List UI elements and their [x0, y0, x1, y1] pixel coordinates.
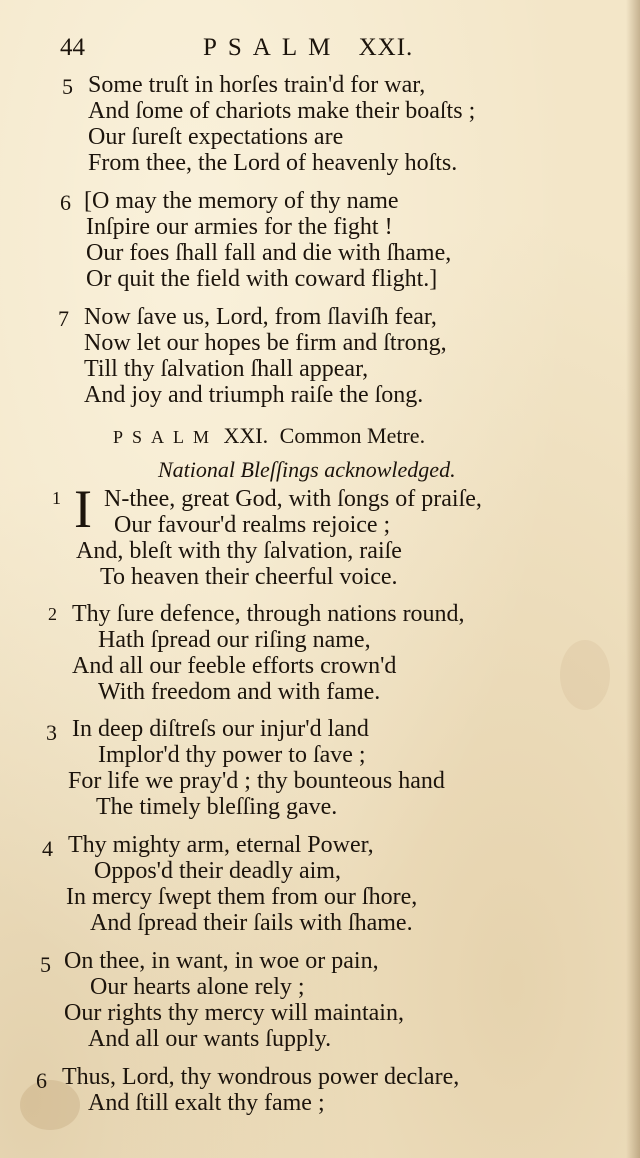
verse-line: Our ſureſt expectations are	[88, 124, 344, 150]
page-header	[60, 34, 520, 68]
verse-line: To heaven their cheerful voice.	[100, 564, 398, 590]
page-edge-shadow	[626, 0, 640, 1158]
verse-line: N-thee, great God, with ſongs of praiſe,	[104, 486, 482, 512]
verse-line: Now let our hopes be firm and ſtrong,	[84, 330, 447, 356]
verse-line: And ſtill exalt thy fame ;	[88, 1090, 325, 1116]
running-title-word: PSALM	[203, 34, 342, 61]
psalm-heading-numeral: XXI.	[223, 423, 269, 448]
running-title-numeral: XXI.	[358, 34, 414, 61]
verse-line: Oppos'd their deadly aim,	[94, 858, 341, 884]
verse-line: Hath ſpread our riſing name,	[98, 627, 371, 653]
verse-number: 5	[40, 952, 51, 977]
psalm-subtitle: National Bleſſings acknowledged.	[158, 457, 456, 482]
verse-line: And ſpread their ſails with ſhame.	[90, 910, 413, 936]
verse-line: Implor'd thy power to ſave ;	[98, 742, 366, 768]
verse-number: 1	[52, 488, 61, 508]
verse-line: Or quit the field with coward flight.]	[86, 266, 438, 292]
verse-line: [O may the memory of thy name	[84, 188, 399, 214]
verse-number: 6	[36, 1068, 47, 1093]
verse-line: Till thy ſalvation ſhall appear,	[84, 356, 369, 382]
verse-line: Some truſt in horſes train'd for war,	[88, 72, 426, 98]
psalm-metre: Common Metre.	[279, 423, 426, 448]
verse-line: And all our wants ſupply.	[88, 1026, 332, 1052]
running-title	[203, 34, 413, 62]
verse-line: Our foes ſhall fall and die with ſhame,	[86, 240, 452, 266]
verse-line: Our favour'd realms rejoice ;	[114, 512, 391, 538]
verse-line: Thy mighty arm, eternal Power,	[68, 832, 374, 858]
verse-line: And, bleſt with thy ſalvation, raiſe	[76, 538, 402, 564]
verse-line: Inſpire our armies for the fight !	[86, 214, 393, 240]
verse-line: The timely bleſſing gave.	[96, 794, 338, 820]
verse-line: For life we pray'd ; thy bounteous hand	[68, 768, 445, 794]
verse-number: 2	[48, 604, 57, 624]
verse-number: 5	[62, 74, 73, 99]
verse-line: Our hearts alone rely ;	[90, 974, 305, 1000]
verse-line: And ſome of chariots make their boaſts ;	[88, 98, 476, 124]
verse-line: Thy ſure defence, through nations round,	[72, 601, 465, 627]
verse-line: Now ſave us, Lord, from ſlaviſh fear,	[84, 304, 437, 330]
verse-line: And all our feeble efforts crown'd	[72, 653, 397, 679]
verse-number: 4	[42, 836, 53, 861]
page-number: 44	[60, 34, 85, 61]
psalm-heading	[113, 423, 425, 449]
verse-number: 7	[58, 306, 69, 331]
verse-line: And joy and triumph raiſe the ſong.	[84, 382, 424, 408]
verse-number: 3	[46, 720, 57, 745]
verse-line: With freedom and with fame.	[98, 679, 381, 705]
verse-line: From thee, the Lord of heavenly hoſts.	[88, 150, 458, 176]
psalm-heading-word: PSALM	[113, 427, 219, 447]
verse-line: In deep diſtreſs our injur'd land	[72, 716, 369, 742]
verse-line: Thus, Lord, thy wondrous power declare,	[62, 1064, 460, 1090]
verse-line: Our rights thy mercy will maintain,	[64, 1000, 404, 1026]
drop-cap: I	[74, 479, 92, 539]
paper-stain	[560, 640, 610, 710]
verse-line: In mercy ſwept them from our ſhore,	[66, 884, 418, 910]
verse-line: On thee, in want, in woe or pain,	[64, 948, 379, 974]
verse-number: 6	[60, 190, 71, 215]
